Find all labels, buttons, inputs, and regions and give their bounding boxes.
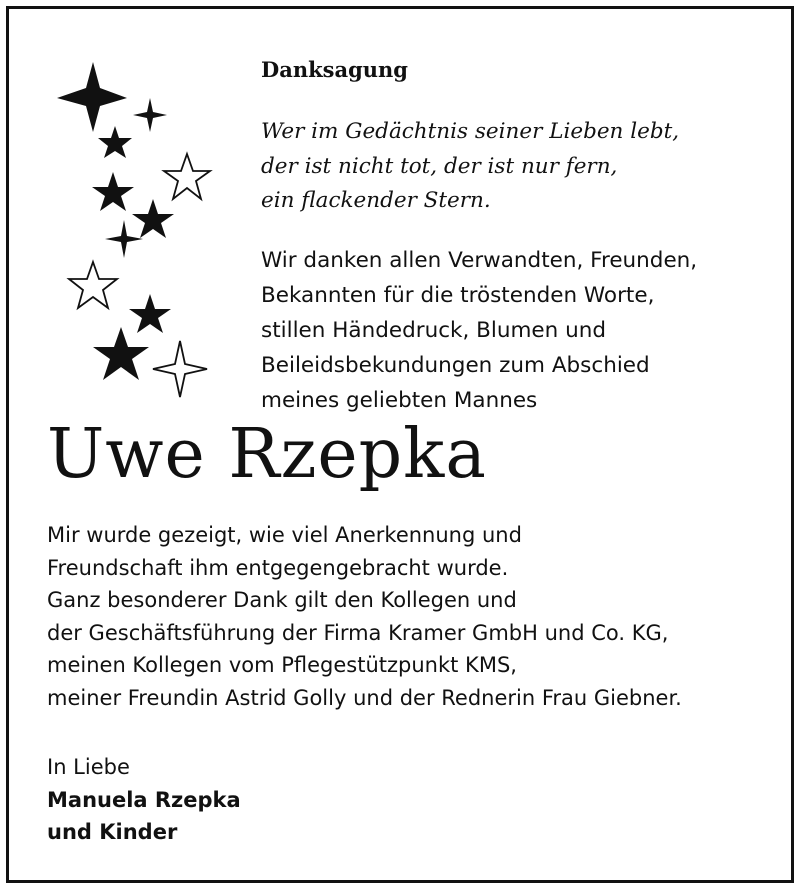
star-icon	[92, 172, 134, 211]
body-line: meiner Freundin Astrid Golly und der Rednerin Frau Giebner.	[47, 685, 682, 710]
star-icon	[132, 199, 174, 238]
thanks-line: meines geliebten Mannes	[261, 388, 538, 413]
salutation: In Liebe	[47, 755, 130, 779]
heading: Danksagung	[261, 57, 408, 82]
star-icon	[153, 341, 207, 397]
star-icon	[129, 294, 171, 333]
thanks-paragraph	[261, 243, 697, 418]
thanks-line: Bekannten für die tröstenden Worte,	[261, 283, 655, 308]
signer-name: Manuela Rzepka	[47, 787, 241, 812]
star-icon	[98, 126, 132, 158]
poem	[261, 115, 679, 219]
thanks-line: Wir danken allen Verwandten, Freunden,	[261, 248, 698, 273]
body-paragraph	[47, 519, 682, 714]
deceased-name: Uwe Rzepka	[47, 415, 487, 494]
poem-line: Wer im Gedächtnis seiner Lieben lebt,	[261, 119, 680, 144]
star-icon	[164, 154, 210, 199]
star-icon	[93, 327, 149, 380]
thanks-line: stillen Händedruck, Blumen und	[261, 318, 607, 343]
stars-icon	[49, 54, 219, 399]
body-line: Freundschaft ihm entgegengebracht wurde.	[47, 555, 509, 580]
star-icon	[57, 62, 127, 132]
body-line: Mir wurde gezeigt, wie viel Anerkennung und	[47, 523, 522, 547]
star-icon	[69, 262, 117, 308]
star-icon	[133, 98, 167, 132]
poem-line: der ist nicht tot, der ist nur fern,	[261, 153, 618, 179]
thanks-line: Beileidsbekundungen zum Abschied	[261, 353, 650, 378]
poem-line: ein flackender Stern.	[261, 188, 491, 213]
body-line: meinen Kollegen vom Pflegestützpunkt KMS,	[47, 653, 517, 677]
notice-frame	[6, 6, 794, 883]
body-line: Ganz besonderer Dank gilt den Kollegen und	[47, 588, 517, 612]
signer-family: und Kinder	[47, 820, 178, 844]
star-icon	[105, 220, 143, 258]
body-line: der Geschäftsführung der Firma Kramer GmbH und Co. KG,	[47, 620, 669, 645]
closing	[47, 751, 241, 849]
